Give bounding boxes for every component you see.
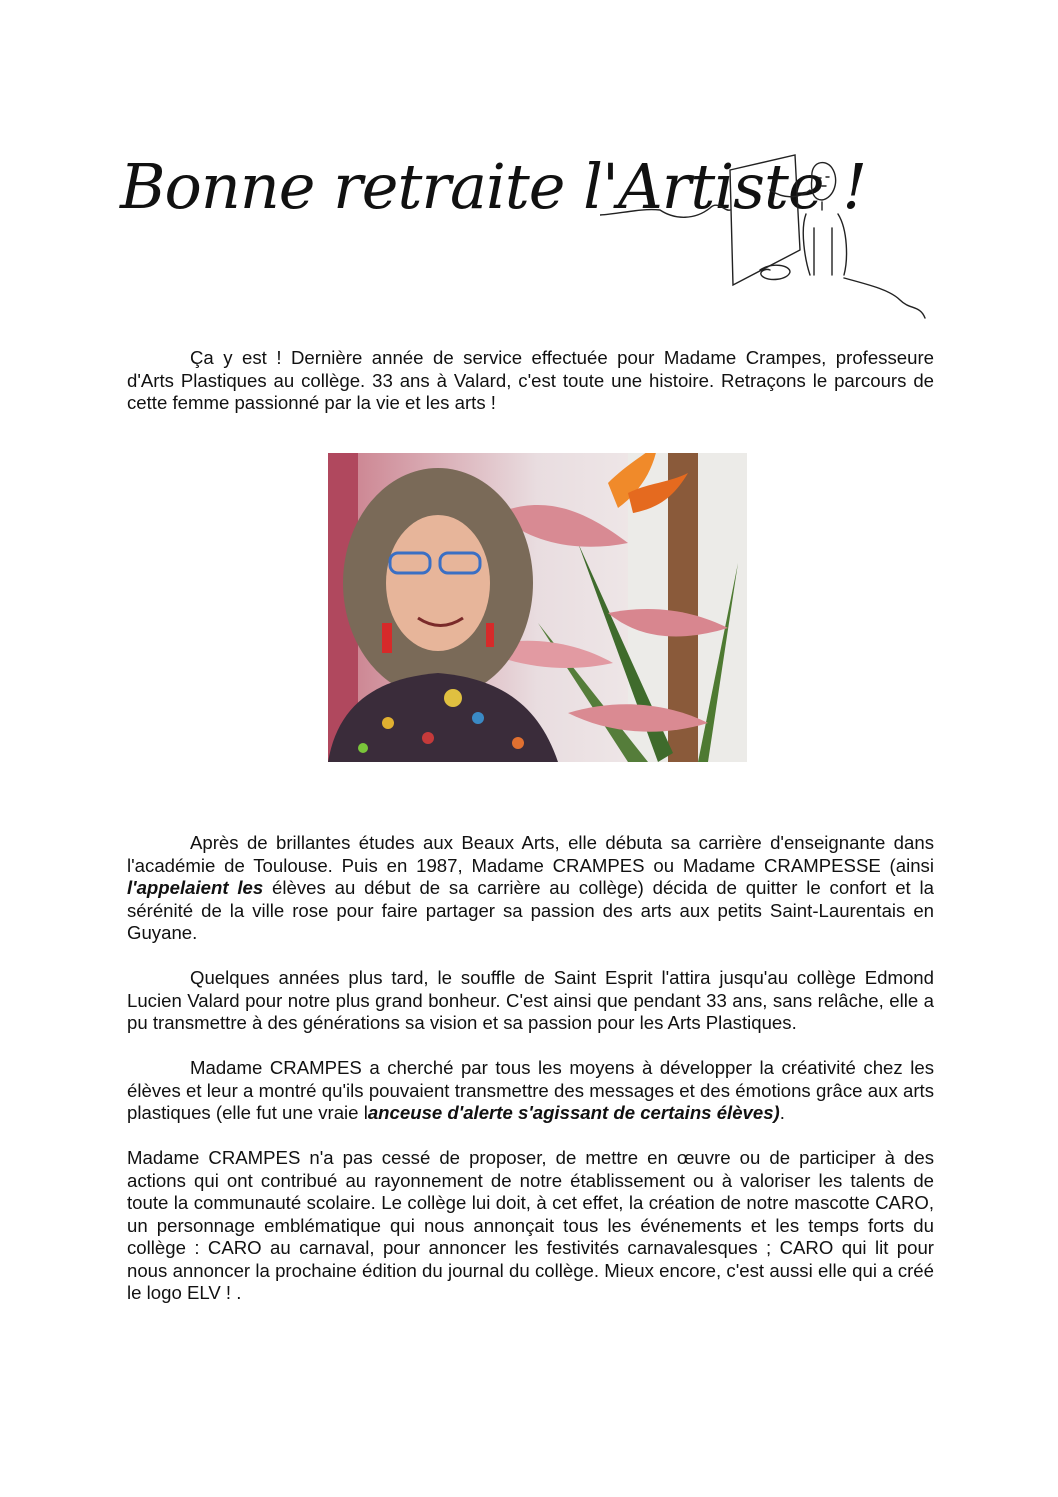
creativity-emphasis: anceuse d'alerte s'agissant de certains élèves) — [367, 1102, 780, 1123]
portrait-photo — [328, 453, 747, 762]
intro-paragraph: Ça y est ! Dernière année de service effectuée pour Madame Crampes, professeure d'Arts Plastiques au collège. 33 ans à Valard, c'est toute une histoire. Retraçons le parcours de cette femme passionné par la vie et les arts ! — [127, 347, 934, 413]
page-title: Bonne retraite l'Artiste ! — [120, 150, 867, 223]
creativity-text-end: . — [779, 1102, 785, 1123]
valard-paragraph: Quelques années plus tard, le souffle de Saint Esprit l'attira jusqu'au collège Edmond Lucien Valard pour notre plus grand bonheur. C'est ainsi que pendant 33 ans, sans relâche, elle a pu transmettre à des générations sa vision et sa passion pour les Arts Plastiques. — [127, 967, 934, 1033]
creativity-text-start: Madame CRAMPES a cherché par tous les moyens à développer la créativité chez les élèves et leur a montré qu'ils pouvaient transmettre des messages et des émotions grâce aux arts plastiques (elle fut une vraie l — [127, 1057, 934, 1123]
career-text-end: élèves au début de sa carrière au collège) décida de quitter le confort et la sérénité de la ville rose pour faire partager sa passion des arts aux petits Saint-Laurentais en Guyane. — [127, 877, 934, 943]
career-text-start: Après de brillantes études aux Beaux Arts, elle débuta sa carrière d'enseignante dans l'académie de Toulouse. Puis en 1987, Madame CRAMPES ou Madame CRAMPESSE (ainsi — [127, 832, 934, 876]
mascot-paragraph: Madame CRAMPES n'a pas cessé de proposer, de mettre en œuvre ou de participer à des actions qui ont contribué au rayonnement de notre établissement ou à valoriser les talents de toute la communauté scolaire. Le collège lui doit, à cet effet, la création de notre mascotte CARO, un personnage emblématique qui nous annonçait tous les événements et les temps forts du collège : CARO au carnaval, pour annoncer les festivités carnavalesques ; CARO qui lit pour nous annoncer la prochaine édition du journal du collège. Mieux encore, c'est aussi elle qui a créé le logo ELV ! . — [127, 1147, 934, 1303]
creativity-paragraph — [127, 1057, 934, 1125]
career-emphasis: l'appelaient les — [127, 877, 264, 898]
line-art-illustration — [600, 150, 940, 320]
career-paragraph — [127, 832, 934, 945]
